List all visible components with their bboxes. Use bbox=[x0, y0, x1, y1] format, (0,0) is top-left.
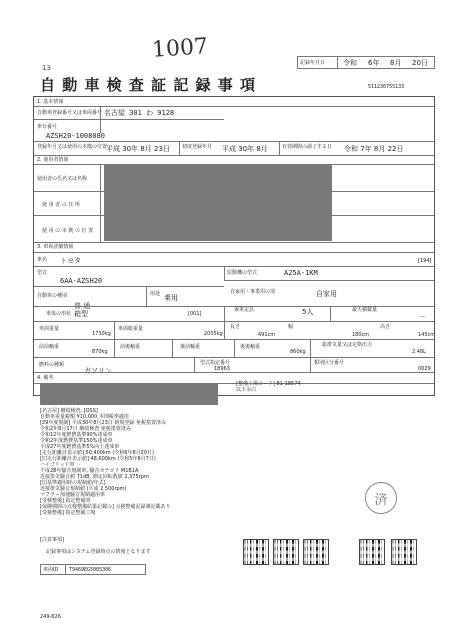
redacted-user-info bbox=[104, 165, 332, 241]
first-reg-year-value: 平成 30年 8月 bbox=[222, 145, 268, 153]
note-line: [受検整備] 指定整備工場 bbox=[40, 510, 96, 516]
front-rear-axle-label: 前後軸重 bbox=[120, 344, 141, 350]
length-value: 491cm bbox=[258, 332, 276, 338]
displacement-label: 総排気量又は定格出力 bbox=[322, 342, 373, 348]
notes-code bbox=[236, 381, 301, 393]
note-line: [29年度規制] 平成30年8月23日 新規登録 免税措置済み bbox=[40, 420, 166, 426]
note-line: 自動車重量税額 ¥10,000 本則税率適用 bbox=[40, 414, 129, 420]
qr-code-2 bbox=[274, 540, 298, 564]
front-axle-label: 前前軸重 bbox=[39, 344, 60, 350]
engine-value: A25A-1KM bbox=[284, 269, 318, 277]
vehicle-id-label: 車両ID bbox=[43, 567, 59, 573]
service-shop-code: [整備工場コード] 81-18574 bbox=[236, 381, 301, 387]
shape-code: [001] bbox=[188, 311, 202, 317]
notes-end-marker: 以下余白 bbox=[236, 387, 257, 393]
fuel-label: 燃料の種類 bbox=[39, 362, 65, 368]
width-label: 幅 bbox=[288, 324, 294, 330]
note-line: [保険期間の点検整備結果記載の] 点検整備記録簿記載あり bbox=[40, 504, 171, 510]
section-notes-header: 4. 備考 bbox=[37, 375, 54, 381]
record-date-box bbox=[297, 56, 435, 69]
private-value: 自家用 bbox=[316, 290, 337, 298]
reg-number-value: 名古屋 301 わ 9128 bbox=[104, 109, 175, 117]
redacted-notes-top bbox=[40, 383, 218, 405]
maker-code: [194] bbox=[418, 258, 432, 264]
note-line: ハイブリッド車 bbox=[40, 462, 75, 468]
note-line: 平成27年度燃費基準5%向上達成車 bbox=[40, 444, 120, 450]
qr-code-3 bbox=[304, 540, 328, 564]
capacity-value: 5人 bbox=[302, 308, 314, 316]
qr-code-1 bbox=[244, 540, 268, 564]
note-line: 令和2年8月17日 継続検査 免税措置済み bbox=[40, 426, 131, 432]
rear-axle-value: 860kg bbox=[290, 349, 306, 355]
front-axle-value: 870kg bbox=[92, 349, 108, 355]
vehicle-type-label: 自動車の種別 bbox=[37, 293, 68, 299]
expiry-label: 有効期間の満了する日 bbox=[282, 144, 333, 150]
first-reg-year-label: 初度登録年月 bbox=[182, 144, 213, 150]
record-date-year: 6年 bbox=[368, 59, 380, 67]
note-line: 令和12年度燃費基準90%達成車 bbox=[40, 432, 113, 438]
user-address-label: 使 用 者 の 住 所 bbox=[42, 202, 80, 208]
handwritten-mark: 13 bbox=[42, 64, 51, 72]
purpose-value: 乗用 bbox=[164, 294, 178, 302]
private-label: 自家用・事業用の別 bbox=[230, 289, 276, 295]
section-basic-header: 1. 基本情報 bbox=[37, 99, 64, 105]
vin-label: 車台番号 bbox=[37, 124, 58, 130]
capacity-label: 乗車定員 bbox=[234, 307, 255, 313]
purpose-label: 用途 bbox=[150, 291, 161, 297]
vehicle-type-value: 普 通 bbox=[74, 302, 91, 310]
model-label: 型式 bbox=[37, 270, 48, 276]
document-title: 自 動 車 検 査 証 記 録 事 項 bbox=[40, 76, 257, 94]
height-value: 145cm bbox=[418, 332, 436, 338]
first-reg-label: 登録年月又は使用の本拠の位置 bbox=[37, 144, 108, 150]
class-number-label: 類別区分番号 bbox=[314, 360, 345, 366]
record-date-month: 8月 bbox=[390, 59, 402, 67]
type-designation-value: 18963 bbox=[214, 366, 230, 372]
length-label: 長さ bbox=[230, 324, 241, 330]
gross-weight-label: 車両総重量 bbox=[118, 326, 144, 332]
handwritten-number: 1007 bbox=[151, 34, 209, 63]
rear-axle-label: 後後軸重 bbox=[240, 344, 261, 350]
vehicle-id-box bbox=[40, 564, 146, 575]
note-line: [旧走行距離計表示値] 48,600km (令和5年8月7日) bbox=[40, 456, 156, 462]
model-value: 6AA-AZSH20 bbox=[60, 277, 103, 285]
qr-code-5 bbox=[392, 540, 416, 564]
first-reg-value: 平成 30年 8月 23日 bbox=[106, 145, 170, 153]
max-load-value: － bbox=[419, 313, 426, 321]
engine-label: 原動機の型式 bbox=[227, 270, 258, 276]
notice-text: 記録事項はシステム登録時点の情報となります bbox=[46, 549, 151, 555]
type-designation-label: 型式指定番号 bbox=[200, 360, 231, 366]
qr-code-4 bbox=[360, 540, 384, 564]
note-line: 令和2年度燃費基準150%達成車 bbox=[40, 438, 113, 444]
weight-label: 車両重量 bbox=[39, 326, 60, 332]
document-number: 511230755133 bbox=[368, 84, 405, 90]
inspection-form bbox=[33, 96, 435, 396]
max-load-label: 最大積載量 bbox=[352, 307, 378, 313]
note-line: 近接排気騒音規制値 (平成 2,500rpm) bbox=[40, 486, 127, 492]
note-line: マフラー加速騒音規制適用車 bbox=[40, 492, 106, 498]
section-vehicle-header: 3. 車両詳細情報 bbox=[37, 244, 74, 250]
expiry-value: 令和 7年 8月 22日 bbox=[344, 145, 404, 153]
user-base-label: 使 用 の 本 拠 の 位 置 bbox=[42, 228, 94, 234]
maker-label: 車名 bbox=[37, 257, 48, 263]
gross-weight-value: 2005kg bbox=[204, 331, 223, 337]
record-date-label: 記録年月日 bbox=[300, 60, 326, 66]
maker-value: トヨタ bbox=[60, 257, 81, 265]
class-number-value: 0029 bbox=[418, 366, 431, 372]
height-label: 高さ bbox=[380, 324, 391, 330]
weight-value: 1730kg bbox=[92, 331, 111, 337]
record-date-era: 令和 bbox=[343, 59, 357, 67]
page-reference: 249-626 bbox=[40, 614, 61, 620]
notes-list bbox=[40, 408, 171, 516]
section-user-header: 2. 使用者情報 bbox=[37, 157, 69, 163]
record-date-day: 20日 bbox=[412, 59, 428, 67]
note-line: [走行距離計表示値] 50,400km (令和6年8月20日) bbox=[40, 450, 154, 456]
displacement-value: 2.48L bbox=[412, 349, 426, 355]
notice-header: [注意事項] bbox=[40, 537, 64, 543]
approval-stamp: 済 bbox=[365, 482, 397, 514]
user-name-label: 使用者の氏名又は名称 bbox=[37, 176, 88, 182]
shape-value: 箱型 bbox=[74, 310, 88, 318]
fuel-value: ガソリン bbox=[84, 367, 112, 375]
vehicle-id-value: T9469EG5005306 bbox=[69, 567, 112, 573]
width-value: 180cm bbox=[352, 332, 370, 338]
note-line: 近接排気騒音値 71dB, 測定回転数値 2,375rpm bbox=[40, 474, 149, 480]
note-line: [旧基準適用時の規制値/年式] bbox=[40, 480, 106, 486]
shape-label: 車体の形状 bbox=[46, 311, 72, 317]
note-line: [名古屋] 継続検査, [OSS] bbox=[40, 408, 98, 414]
reg-number-label: 自動車登録番号又は車両番号 bbox=[37, 110, 103, 116]
vin-value: AZSH20-1008080 bbox=[46, 132, 106, 140]
rear-front-axle-label: 後前軸重 bbox=[180, 344, 201, 350]
note-line: 平成28年騒音規制車, 騒音カテゴリ M1B1A bbox=[40, 468, 139, 474]
note-line: [受検整備] 指定整備車 bbox=[40, 498, 91, 504]
